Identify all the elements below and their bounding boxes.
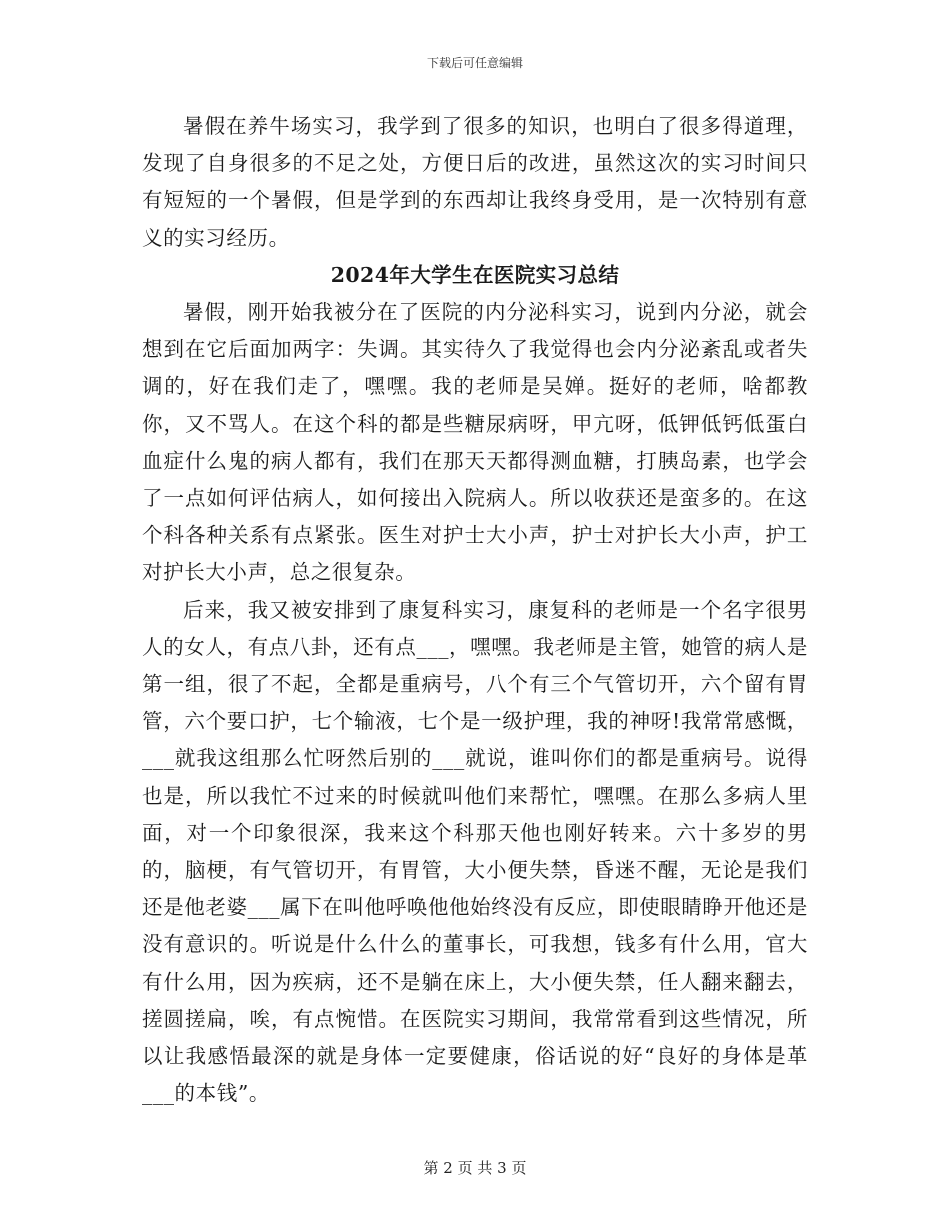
page-footer: 第 2 页 共 3 页: [423, 1159, 527, 1177]
paragraph-rehabilitation: 后来，我又被安排到了康复科实习，康复科的老师是一个名字很男人的女人，有点八卦，还有点___，嘿嘿。我老师是主管，她管的病人是第一组，很了不起，全都是重病号，八个有三个气管切开，六个留有胃管，六个要口护，七个输液，七个是一级护理，我的神呀!我常常感慨，___就我这组那么忙呀然后别的___就说，谁叫你们的都是重病号。说得也是，所以我忙不过来的时候就叫他们来帮忙，嘿嘿。在那么多病人里面，对一个印象很深，我来这个科那天他也刚好转来。六十多岁的男的，脑梗，有气管切开，有胃管，大小便失禁，昏迷不醒，无论是我们还是他老婆___属下在叫他呼唤他他始终没有反应，即使眼睛睁开他还是没有意识的。听说是什么什么的董事长，可我想，钱多有什么用，官大有什么用，因为疾病，还不是躺在床上，大小便失禁，任人翻来翻去，搓圆搓扁，唉，有点惋惜。在医院实习期间，我常常看到这些情况，所以让我感悟最深的就是身体一定要健康，俗话说的好“良好的身体是革___的本钱”。: [142, 597, 808, 1106]
paragraph-endocrine: 暑假，刚开始我被分在了医院的内分泌科实习，说到内分泌，就会想到在它后面加两字：失调。其实待久了我觉得也会内分泌紊乱或者失调的，好在我们走了，嘿嘿。我的老师是吴婵。挺好的老师，啥都教你，又不骂人。在这个科的都是些糖尿病呀，甲亢呀，低钾低钙低蛋白血症什么鬼的病人都有，我们在那天天都得测血糖，打胰岛素，也学会了一点如何评估病人，如何接出入院病人。所以收获还是蛮多的。在这个科各种关系有点紧张。医生对护士大小声，护士对护长大小声，护工对护长大小声，总之很复杂。: [142, 300, 808, 585]
page-header: 下载后可任意编辑: [426, 56, 523, 70]
intro-paragraph: 暑假在养牛场实习，我学到了很多的知识，也明白了很多得道理，发现了自身很多的不足之处，方便日后的改进，虽然这次的实习时间只有短短的一个暑假，但是学到的东西却让我终身受用，是一次特别有意义的实习经历。: [142, 114, 808, 250]
document-body: [142, 108, 808, 1112]
section-title: 2024年大学生在医院实习总结: [330, 262, 620, 287]
